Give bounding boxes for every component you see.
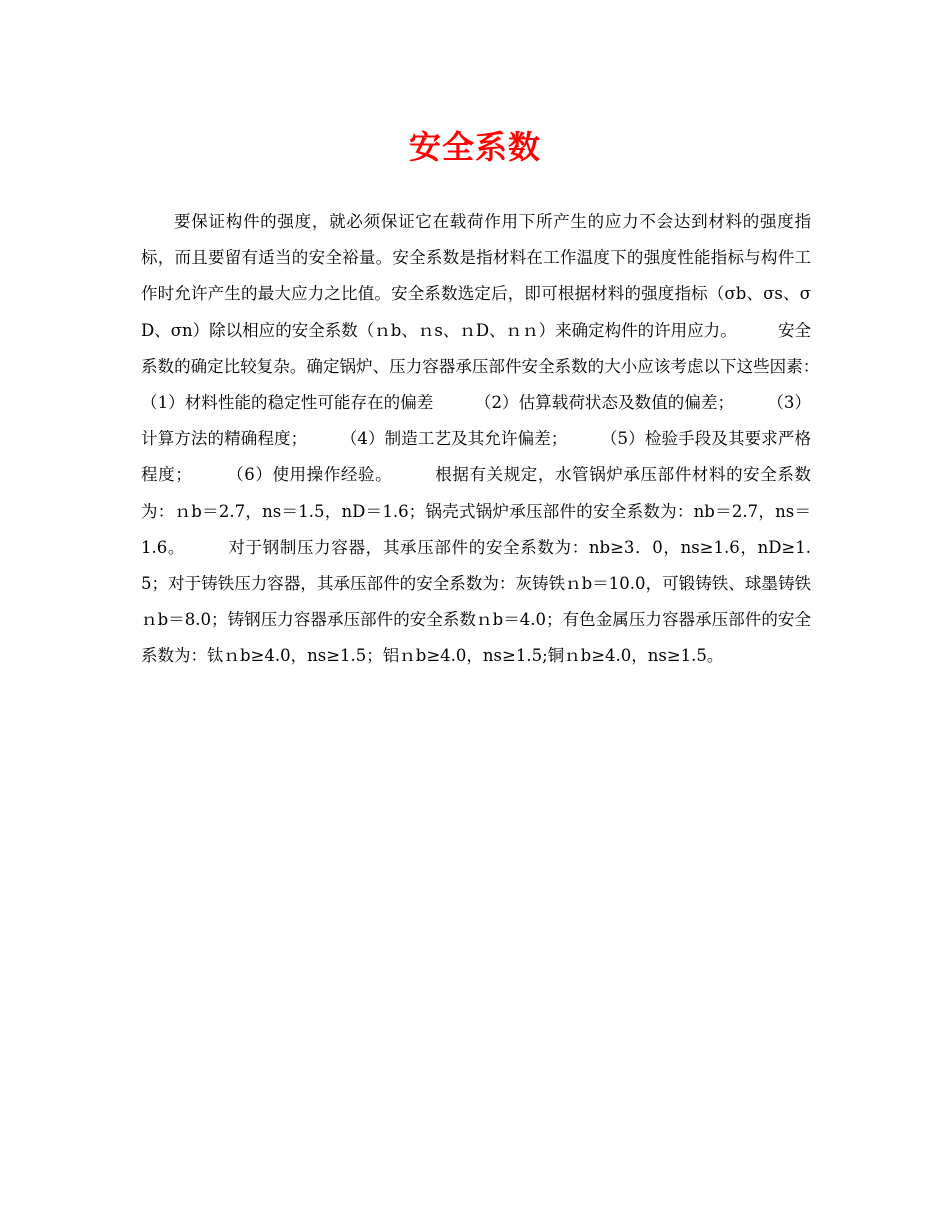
document-body-paragraph: 要保证构件的强度，就必须保证它在载荷作用下所产生的应力不会达到材料的强度指标，而且要留有适当的安全裕量。安全系数是指材料在工作温度下的强度性能指标与构件工作时允许产生的最大应力之比值。安全系数选定后，即可根据材料的强度指标（σb、σs、σD、σn）除以相应的安全系数（ｎb、ｎs、ｎD、ｎｎ）来确定构件的许用应力。 安全系数的确定比较复杂。确定锅炉、压力容器承压部件安全系数的大小应该考虑以下这些因素： （1）材料性能的稳定性可能存在的偏差 （2）估算载荷状态及数值的偏差； （3）计算方法的精确程度； （4）制造工艺及其允许偏差； （5）检验手段及其要求严格程度； （6）使用操作经验。 根据有关规定，水管锅炉承压部件材料的安全系数为：ｎb＝2.7，ns＝1.5，nD＝1.6；锅壳式锅炉承压部件的安全系数为：nb＝2.7，ns＝1.6。 对于钢制压力容器，其承压部件的安全系数为：nb≥3．0，ns≥1.6，nD≥1.5；对于铸铁压力容器，其承压部件的安全系数为：灰铸铁ｎb＝10.0，可锻铸铁、球墨铸铁ｎb＝8.0；铸钢压力容器承压部件的安全系数ｎb＝4.0；有色金属压力容器承压部件的安全系数为：钛ｎb≥4.0，ns≥1.5；铝ｎb≥4.0，ns≥1.5;铜ｎb≥4.0，ns≥1.5。 bbox=[141, 212, 861, 666]
document-title: 安全系数 bbox=[408, 128, 541, 166]
